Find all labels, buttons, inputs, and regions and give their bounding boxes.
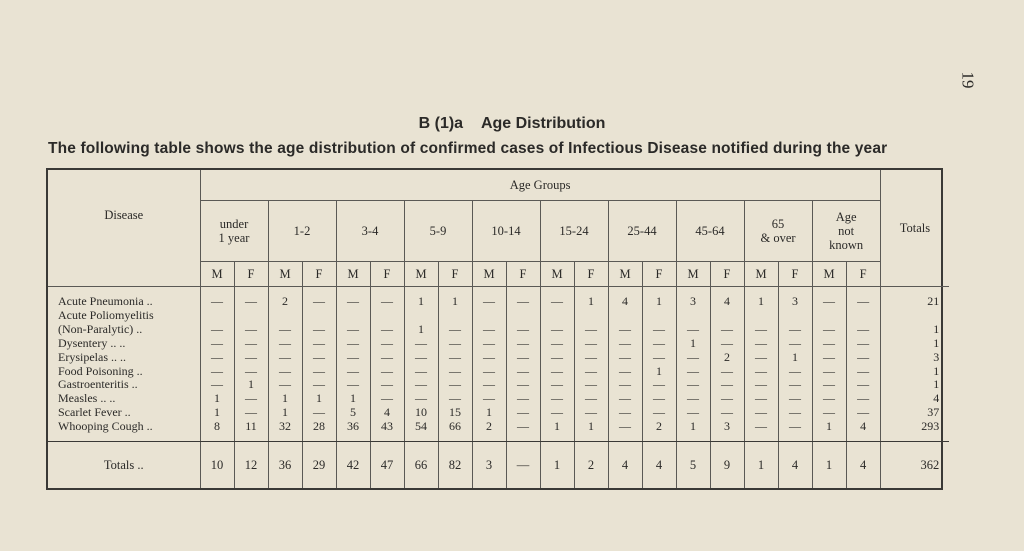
table-description: The following table shows the age distribution of confirmed cases of Infectious Disease notified during the year	[48, 140, 888, 157]
grand-total: 362	[920, 457, 940, 472]
table-cell: 4	[370, 406, 404, 420]
table-cell: 1	[676, 420, 710, 434]
table-row	[48, 336, 949, 350]
table-cell: 1	[404, 322, 438, 336]
table-cell: —	[846, 378, 880, 392]
table-cell: —	[710, 336, 744, 350]
table-cell: 1	[744, 295, 778, 309]
table-cell: —	[574, 364, 608, 378]
table-cell: —	[438, 350, 472, 364]
table-cell: —	[574, 322, 608, 336]
table-cell: 32	[268, 420, 302, 434]
age-group-header: 15-24	[540, 201, 608, 262]
age-group-header: Age not known	[812, 201, 880, 262]
table-cell	[234, 309, 268, 323]
table-cell: —	[404, 336, 438, 350]
table-cell: —	[404, 364, 438, 378]
table-cell: —	[234, 336, 268, 350]
table-cell: 36	[336, 420, 370, 434]
table-cell: —	[540, 406, 574, 420]
table-cell: —	[336, 378, 370, 392]
table-cell: —	[846, 322, 880, 336]
table-cell	[710, 309, 744, 323]
disease-name: Food Poisoning ..	[48, 364, 200, 378]
table-cell: —	[608, 378, 642, 392]
table-cell: —	[268, 350, 302, 364]
table-cell: 1	[676, 336, 710, 350]
table-cell	[438, 309, 472, 323]
table-cell	[574, 309, 608, 323]
table-cell: —	[268, 322, 302, 336]
table-cell: —	[336, 350, 370, 364]
table-cell: —	[506, 350, 540, 364]
total-cell: 5	[676, 442, 710, 488]
age-group-header: 65 & over	[744, 201, 812, 262]
disease-header-blank	[48, 262, 200, 287]
total-cell: 9	[710, 442, 744, 488]
table-cell: 66	[438, 420, 472, 434]
total-cell: 82	[438, 442, 472, 488]
table-cell: —	[676, 322, 710, 336]
table-cell	[506, 309, 540, 323]
table-cell: —	[472, 364, 506, 378]
table-cell: —	[234, 322, 268, 336]
table-cell: —	[200, 378, 234, 392]
table-cell: 2	[642, 420, 676, 434]
table-cell: —	[540, 392, 574, 406]
table-cell	[302, 309, 336, 323]
table-cell: —	[200, 364, 234, 378]
total-cell: 42	[336, 442, 370, 488]
table-cell	[540, 309, 574, 323]
table-cell: —	[574, 406, 608, 420]
table-cell: 28	[302, 420, 336, 434]
table-cell: —	[778, 420, 812, 434]
table-cell: —	[506, 378, 540, 392]
total-cell: —	[506, 442, 540, 488]
table-cell	[370, 309, 404, 323]
total-cell: 36	[268, 442, 302, 488]
table-cell: —	[608, 350, 642, 364]
table-cell: —	[642, 350, 676, 364]
table-cell: —	[540, 378, 574, 392]
male-header: M	[472, 262, 506, 287]
male-header: M	[744, 262, 778, 287]
female-header: F	[642, 262, 676, 287]
female-header: F	[438, 262, 472, 287]
table-cell: —	[846, 406, 880, 420]
total-cell: 4	[608, 442, 642, 488]
table-cell: —	[506, 406, 540, 420]
table-cell: —	[370, 378, 404, 392]
age-distribution-table	[46, 168, 943, 490]
table-cell: —	[370, 364, 404, 378]
table-cell: —	[778, 336, 812, 350]
table-cell: —	[744, 350, 778, 364]
page-number: 19	[958, 71, 978, 89]
table-cell: 10	[404, 406, 438, 420]
table-cell: —	[438, 378, 472, 392]
male-header: M	[404, 262, 438, 287]
male-header: M	[608, 262, 642, 287]
table-cell: 1	[268, 392, 302, 406]
table-cell: —	[336, 336, 370, 350]
table-cell: —	[506, 336, 540, 350]
table-cell: —	[710, 364, 744, 378]
table-cell: —	[268, 336, 302, 350]
table-cell: —	[608, 420, 642, 434]
table-cell: 4	[846, 420, 880, 434]
female-header: F	[846, 262, 880, 287]
table-cell: —	[438, 364, 472, 378]
table-cell: —	[234, 406, 268, 420]
row-total: 37	[927, 405, 940, 420]
table-cell: —	[574, 350, 608, 364]
table-cell	[472, 309, 506, 323]
female-header: F	[302, 262, 336, 287]
table-cell: —	[438, 336, 472, 350]
disease-name: Measles .. ..	[48, 392, 200, 406]
table-cell: —	[812, 336, 846, 350]
table-cell: 4	[608, 295, 642, 309]
male-header: M	[268, 262, 302, 287]
table-cell: —	[540, 364, 574, 378]
table-cell: —	[846, 336, 880, 350]
table-cell: —	[506, 364, 540, 378]
table-cell: —	[506, 295, 540, 309]
total-cell: 2	[574, 442, 608, 488]
table-cell: —	[608, 406, 642, 420]
table-cell: —	[540, 295, 574, 309]
table-cell: —	[438, 322, 472, 336]
totals-header: Totals	[880, 170, 949, 287]
table-cell: —	[472, 322, 506, 336]
table-cell: —	[710, 378, 744, 392]
table-cell	[778, 309, 812, 323]
table-cell: —	[540, 336, 574, 350]
section-code: B (1)a	[418, 115, 464, 132]
table-cell: —	[302, 336, 336, 350]
table-cell: —	[676, 406, 710, 420]
table-cell	[608, 309, 642, 323]
table-cell: 4	[710, 295, 744, 309]
table-cell: —	[676, 378, 710, 392]
table-cell: —	[744, 406, 778, 420]
row-total: 1	[933, 321, 940, 336]
male-header: M	[812, 262, 846, 287]
table-cell: —	[404, 378, 438, 392]
table-cell: —	[370, 322, 404, 336]
table-cell: —	[336, 322, 370, 336]
table-cell: —	[506, 420, 540, 434]
total-cell: 1	[812, 442, 846, 488]
table-row	[48, 406, 949, 420]
row-total: 1	[933, 363, 940, 378]
table-cell: —	[472, 350, 506, 364]
totals-label: Totals ..	[48, 442, 200, 488]
table-cell: —	[370, 350, 404, 364]
table-cell: —	[302, 350, 336, 364]
table-cell: 3	[710, 420, 744, 434]
female-header: F	[506, 262, 540, 287]
table-cell: —	[812, 364, 846, 378]
table-cell: —	[608, 336, 642, 350]
total-cell: 1	[744, 442, 778, 488]
table-row	[48, 420, 949, 434]
disease-name: Whooping Cough ..	[48, 420, 200, 434]
table-cell: —	[268, 378, 302, 392]
male-header: M	[676, 262, 710, 287]
male-header: M	[200, 262, 234, 287]
male-header: M	[540, 262, 574, 287]
table-cell: 1	[268, 406, 302, 420]
total-cell: 1	[540, 442, 574, 488]
table-cell: —	[404, 350, 438, 364]
table-row	[48, 378, 949, 392]
age-group-header: under 1 year	[200, 201, 268, 262]
table-cell: —	[642, 336, 676, 350]
table-cell: —	[574, 392, 608, 406]
table-cell: 1	[540, 420, 574, 434]
table-cell: —	[744, 378, 778, 392]
total-cell: 3	[472, 442, 506, 488]
table-cell: 1	[302, 392, 336, 406]
table-cell: 1	[234, 378, 268, 392]
table-cell: —	[302, 322, 336, 336]
table-cell: —	[676, 364, 710, 378]
table-cell	[676, 309, 710, 323]
table-row	[48, 295, 949, 309]
table-cell: —	[710, 392, 744, 406]
spacer-row	[48, 287, 949, 295]
total-cell: 4	[846, 442, 880, 488]
table-cell: —	[200, 350, 234, 364]
table-cell: —	[812, 350, 846, 364]
table-cell: —	[744, 336, 778, 350]
table-cell: 2	[472, 420, 506, 434]
table-cell: —	[812, 322, 846, 336]
table-cell: —	[642, 378, 676, 392]
row-total: 293	[921, 419, 940, 434]
table-cell: —	[472, 295, 506, 309]
age-group-header: 25-44	[608, 201, 676, 262]
age-group-header: 5-9	[404, 201, 472, 262]
table-cell: —	[812, 378, 846, 392]
table-cell: —	[778, 364, 812, 378]
table-cell: —	[778, 378, 812, 392]
table-grid	[48, 170, 949, 488]
table-cell: 1	[404, 295, 438, 309]
table-cell: —	[336, 295, 370, 309]
total-cell: 47	[370, 442, 404, 488]
table-cell	[200, 309, 234, 323]
table-cell: 3	[676, 295, 710, 309]
table-cell: —	[574, 378, 608, 392]
table-cell: —	[846, 350, 880, 364]
table-cell: —	[778, 392, 812, 406]
table-cell: —	[404, 392, 438, 406]
table-cell: —	[370, 336, 404, 350]
table-cell: 15	[438, 406, 472, 420]
table-cell: —	[642, 406, 676, 420]
table-cell: 1	[778, 350, 812, 364]
table-cell: 8	[200, 420, 234, 434]
table-cell: —	[506, 392, 540, 406]
header-row-sex	[48, 262, 949, 287]
table-cell	[812, 309, 846, 323]
table-cell: 1	[574, 420, 608, 434]
table-cell: —	[778, 406, 812, 420]
table-cell: 1	[472, 406, 506, 420]
table-cell: —	[812, 295, 846, 309]
disease-header: Disease	[48, 170, 200, 262]
table-cell: 43	[370, 420, 404, 434]
age-group-header: 45-64	[676, 201, 744, 262]
table-cell: 2	[268, 295, 302, 309]
row-total: 3	[933, 349, 940, 364]
table-cell: 3	[778, 295, 812, 309]
table-cell: —	[744, 322, 778, 336]
total-cell: 66	[404, 442, 438, 488]
table-cell: —	[234, 392, 268, 406]
row-total: 21	[927, 294, 940, 309]
female-header: F	[370, 262, 404, 287]
table-cell: —	[268, 364, 302, 378]
disease-name: Erysipelas .. ..	[48, 350, 200, 364]
table-cell: —	[812, 392, 846, 406]
table-cell: 2	[710, 350, 744, 364]
table-cell: —	[846, 364, 880, 378]
disease-name: Acute Pneumonia ..	[48, 295, 200, 309]
table-cell: 54	[404, 420, 438, 434]
table-cell	[268, 309, 302, 323]
section-title: Age Distribution	[480, 115, 606, 132]
table-row	[48, 350, 949, 364]
table-cell: 1	[200, 392, 234, 406]
table-cell: —	[846, 295, 880, 309]
table-cell	[642, 309, 676, 323]
table-cell: 1	[642, 364, 676, 378]
row-total: 4	[933, 391, 940, 406]
table-cell: —	[302, 378, 336, 392]
table-cell: —	[302, 295, 336, 309]
totals-row	[48, 442, 949, 488]
table-cell: 1	[642, 295, 676, 309]
table-cell: —	[540, 350, 574, 364]
table-cell: —	[336, 364, 370, 378]
table-cell: —	[302, 406, 336, 420]
table-cell: —	[234, 364, 268, 378]
table-cell: 1	[438, 295, 472, 309]
table-cell: —	[472, 378, 506, 392]
table-cell: —	[438, 392, 472, 406]
disease-name: Scarlet Fever ..	[48, 406, 200, 420]
age-group-header: 10-14	[472, 201, 540, 262]
female-header: F	[234, 262, 268, 287]
age-groups-header: Age Groups	[200, 170, 880, 201]
table-row	[48, 322, 949, 336]
table-cell	[336, 309, 370, 323]
section-heading	[0, 115, 1024, 133]
table-cell: —	[710, 406, 744, 420]
table-cell: 11	[234, 420, 268, 434]
female-header: F	[778, 262, 812, 287]
table-cell: —	[540, 322, 574, 336]
table-cell: —	[302, 364, 336, 378]
male-header: M	[336, 262, 370, 287]
disease-name: Dysentery .. ..	[48, 336, 200, 350]
table-cell	[404, 309, 438, 323]
age-group-header: 1-2	[268, 201, 336, 262]
total-cell: 10	[200, 442, 234, 488]
table-cell: 1	[336, 392, 370, 406]
table-row	[48, 392, 949, 406]
table-cell: —	[744, 392, 778, 406]
table-cell: —	[506, 322, 540, 336]
header-row-groups	[48, 170, 949, 201]
total-cell: 4	[642, 442, 676, 488]
table-row	[48, 309, 949, 323]
female-header: F	[574, 262, 608, 287]
table-cell: 1	[812, 420, 846, 434]
table-cell: —	[234, 295, 268, 309]
table-cell: —	[574, 336, 608, 350]
table-cell: —	[642, 392, 676, 406]
table-cell: —	[370, 295, 404, 309]
table-cell: —	[608, 392, 642, 406]
row-total: 1	[933, 335, 940, 350]
table-cell: —	[744, 364, 778, 378]
row-total	[880, 309, 949, 323]
disease-name: (Non-Paralytic) ..	[48, 322, 200, 336]
table-cell: —	[642, 322, 676, 336]
table-cell: —	[846, 392, 880, 406]
table-cell: 1	[574, 295, 608, 309]
table-cell: —	[710, 322, 744, 336]
table-cell: —	[370, 392, 404, 406]
table-cell: —	[200, 295, 234, 309]
disease-name: Acute Poliomyelitis	[48, 309, 200, 323]
table-cell: —	[472, 336, 506, 350]
total-cell: 29	[302, 442, 336, 488]
table-cell: 5	[336, 406, 370, 420]
disease-name: Gastroenteritis ..	[48, 378, 200, 392]
table-cell: —	[676, 350, 710, 364]
table-cell	[744, 309, 778, 323]
table-cell: —	[608, 364, 642, 378]
total-cell: 4	[778, 442, 812, 488]
table-cell: —	[744, 420, 778, 434]
table-cell: —	[608, 322, 642, 336]
table-cell: —	[812, 406, 846, 420]
table-row	[48, 364, 949, 378]
table-cell: —	[200, 322, 234, 336]
female-header: F	[710, 262, 744, 287]
spacer-row	[48, 434, 949, 442]
total-cell: 12	[234, 442, 268, 488]
table-cell: —	[778, 322, 812, 336]
table-cell	[846, 309, 880, 323]
age-group-header: 3-4	[336, 201, 404, 262]
table-cell: —	[676, 392, 710, 406]
table-cell: 1	[200, 406, 234, 420]
table-cell: —	[472, 392, 506, 406]
row-total: 1	[933, 377, 940, 392]
table-cell: —	[234, 350, 268, 364]
table-cell: —	[200, 336, 234, 350]
